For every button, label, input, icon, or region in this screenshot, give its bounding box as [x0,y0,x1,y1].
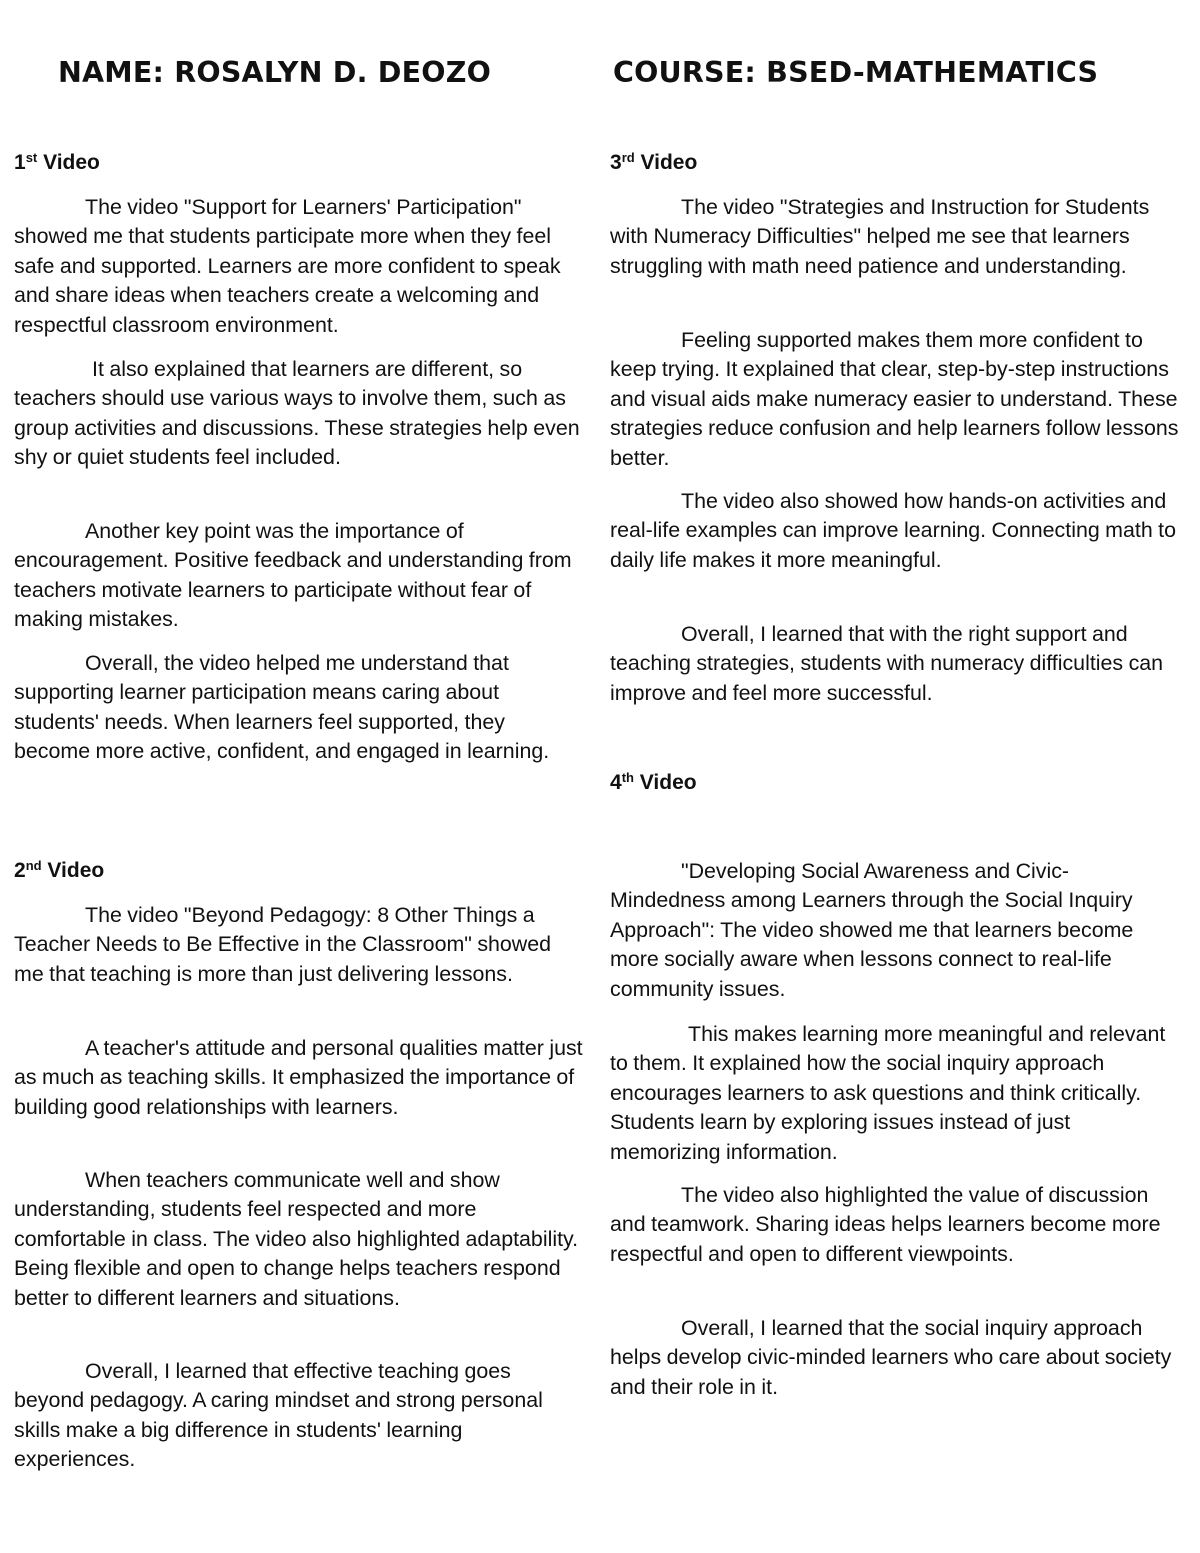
student-course: COURSE: BSED-MATHEMATICS [613,56,1099,89]
section-ordinal-suffix: rd [621,149,635,165]
section-1-paragraph-4: Overall, the video helped me understand that supporting learner participation means caring about students' needs. When learners feel supported, they become more active, confident, and engaged in learning. [14,651,550,764]
section-title-2nd-video [14,856,104,885]
section-3-paragraph-1: The video "Strategies and Instruction for Students with Numeracy Difficulties" helped me see that learners struggling with math need patience and understanding. [610,195,1150,278]
section-ordinal-suffix: th [621,769,634,785]
section-label: Video [634,151,698,174]
section-2-paragraph-4: Overall, I learned that effective teaching goes beyond pedagogy. A caring mindset and strong personal skills make a big difference in students' learning experiences. [14,1359,543,1472]
section-number: 1 [14,151,26,174]
section-2-paragraph-3: When teachers communicate well and show understanding, students feel respected and more comfortable in class. The video also highlighted adaptability. Being flexible and open to change helps teachers respond better to different learners and situations. [14,1168,579,1310]
section-4-paragraph-1: "Developing Social Awareness and Civic-Mindedness among Learners through the Social Inquiry Approach": The video showed me that learners become more socially aware when lessons connect to real-life community issues. [610,859,1134,1001]
section-number: 3 [610,151,622,174]
section-ordinal-suffix: nd [25,857,42,873]
section-4-paragraph-4: Overall, I learned that the social inquiry approach helps develop civic-minded learners who care about society and their role in it. [610,1316,1172,1399]
section-label: Video [37,151,100,174]
section-label: Video [41,859,105,882]
section-number: 2 [14,859,26,882]
section-2-paragraph-1: The video "Beyond Pedagogy: 8 Other Things a Teacher Needs to Be Effective in the Classroom" showed me that teaching is more than just delivering lessons. [14,903,552,986]
section-label: Video [633,771,697,794]
section-title-1st-video [14,148,100,177]
student-name: NAME: ROSALYN D. DEOZO [58,56,491,89]
section-1-paragraph-3: Another key point was the importance of encouragement. Positive feedback and understanding from teachers motivate learners to participate without fear of making mistakes. [14,519,572,632]
section-1-paragraph-1: The video "Support for Learners' Participation" showed me that students participate more when they feel safe and supported. Learners are more confident to speak and share ideas when teachers create a welcoming and respectful classroom environment. [14,195,561,337]
section-number: 4 [610,771,622,794]
section-3-paragraph-4: Overall, I learned that with the right support and teaching strategies, students with numeracy difficulties can improve and feel more successful. [610,622,1164,705]
page-header [0,56,1200,96]
section-4-paragraph-2: This makes learning more meaningful and relevant to them. It explained how the social inquiry approach encourages learners to ask questions and think critically. Students learn by exploring issues instead of just memorizing information. [610,1022,1166,1164]
section-3-paragraph-2: Feeling supported makes them more confident to keep trying. It explained that clear, step-by-step instructions and visual aids make numeracy easier to understand. These strategies reduce confusion and help learners follow lessons better. [610,328,1179,470]
section-title-3rd-video [610,148,697,177]
section-4-paragraph-3: The video also highlighted the value of discussion and teamwork. Sharing ideas helps learners become more respectful and open to different viewpoints. [610,1183,1161,1266]
section-3-paragraph-3: The video also showed how hands-on activities and real-life examples can improve learning. Connecting math to daily life makes it more meaningful. [610,489,1177,572]
section-title-4th-video [610,768,697,797]
section-2-paragraph-2: A teacher's attitude and personal qualities matter just as much as teaching skills. It emphasized the importance of building good relationships with learners. [14,1036,583,1119]
section-ordinal-suffix: st [25,149,38,165]
section-1-paragraph-2: It also explained that learners are different, so teachers should use various ways to involve them, such as group activities and discussions. These strategies help even shy or quiet students feel included. [14,357,580,470]
